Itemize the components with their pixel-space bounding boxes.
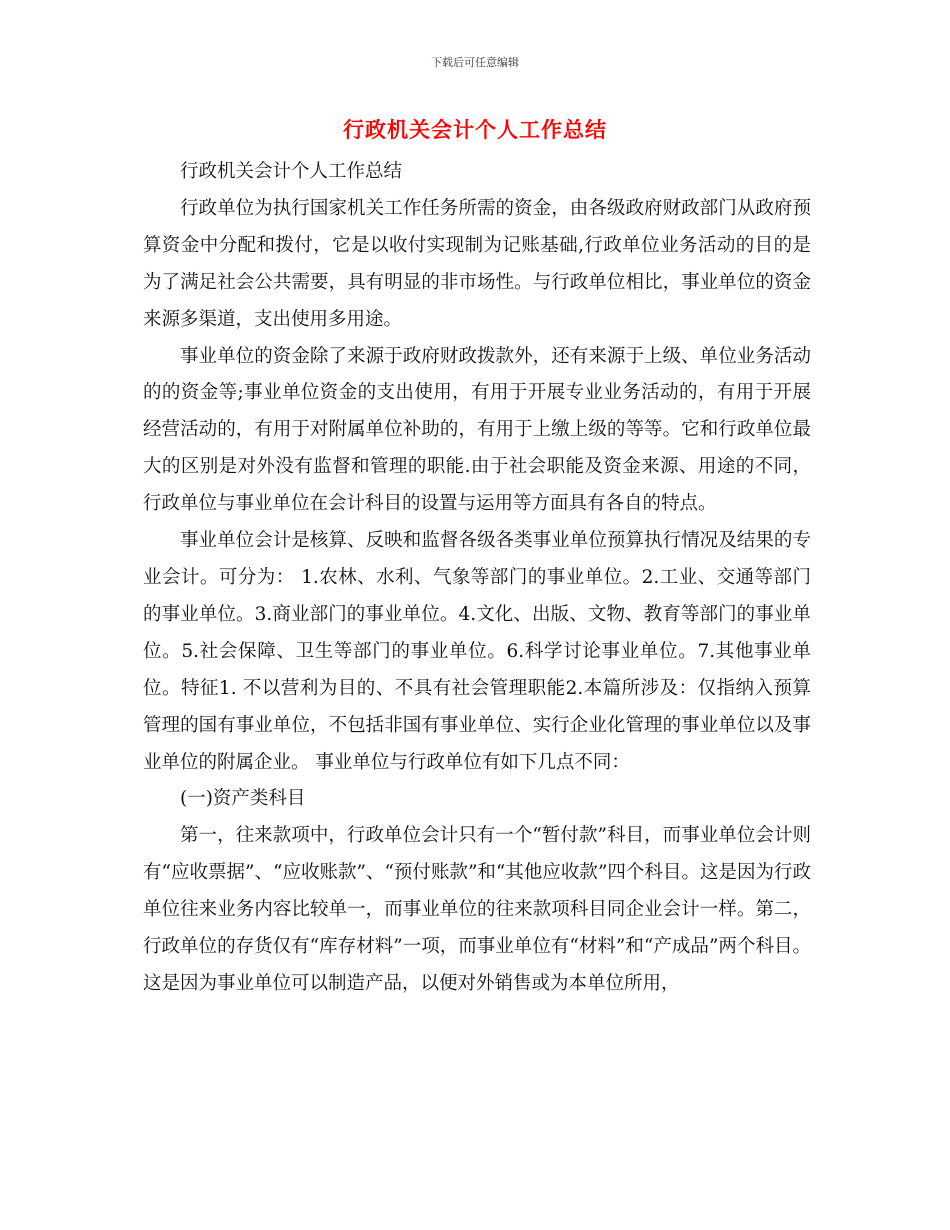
- paragraph: 事业单位的资金除了来源于政府财政拨款外，还有来源于上级、单位业务活动的的资金等;事业单位资金的支出使用，有用于开展专业业务活动的，有用于开展经营活动的，有用于对附属单位补助的，有用于上缴上级的等等。它和行政单位最大的区别是对外没有监督和管理的职能.由于社会职能及资金来源、用途的不同，行政单位与事业单位在会计科目的设置与运用等方面具有各自的特点。: [143, 345, 811, 515]
- paragraph: 第一，往来款项中，行政单位会计只有一个“暂付款”科目，而事业单位会计则有“应收票据”、“应收账款”、“预付账款”和“其他应收款”四个科目。这是因为行政单位往来业务内容比较单一，而事业单位的往来款项科目同企业会计一样。第二，行政单位的存货仅有“库存材料”一项，而事业单位有“材料”和“产成品”两个科目。这是因为事业单位可以制造产品，以便对外销售或为本单位所用，: [143, 825, 811, 994]
- paragraph: 行政单位为执行国家机关工作任务所需的资金，由各级政府财政部门从政府预算资金中分配和拨付，它是以收付实现制为记账基础,行政单位业务活动的目的是为了满足社会公共需要，具有明显的非市场性。与行政单位相比，事业单位的资金来源多渠道，支出使用多用途。: [143, 197, 811, 330]
- page-header-note: 下载后可任意编辑: [431, 56, 519, 69]
- section-heading: (一)资产类科目: [180, 788, 306, 810]
- paragraph: 事业单位会计是核算、反映和监督各级各类事业单位预算执行情况及结果的专业会计。可分为： 1.农林、水利、气象等部门的事业单位。2.工业、交通等部门的事业单位。3.商业部门的事业单位。4.文化、出版、文物、教育等部门的事业单位。5.社会保障、卫生等部门的事业单位。6.科学讨论事业单位。7.其他事业单位。特征1. 不以营利为目的、不具有社会管理职能2.本篇所涉及：仅指纳入预算管理的国有事业单位，不包括非国有事业单位、实行企业化管理的事业单位以及事业单位的附属企业。 事业单位与行政单位有如下几点不同：: [143, 530, 811, 773]
- document-title: 行政机关会计个人工作总结: [343, 118, 607, 142]
- paragraph-subtitle: 行政机关会计个人工作总结: [180, 161, 403, 182]
- document-body: [143, 154, 811, 1003]
